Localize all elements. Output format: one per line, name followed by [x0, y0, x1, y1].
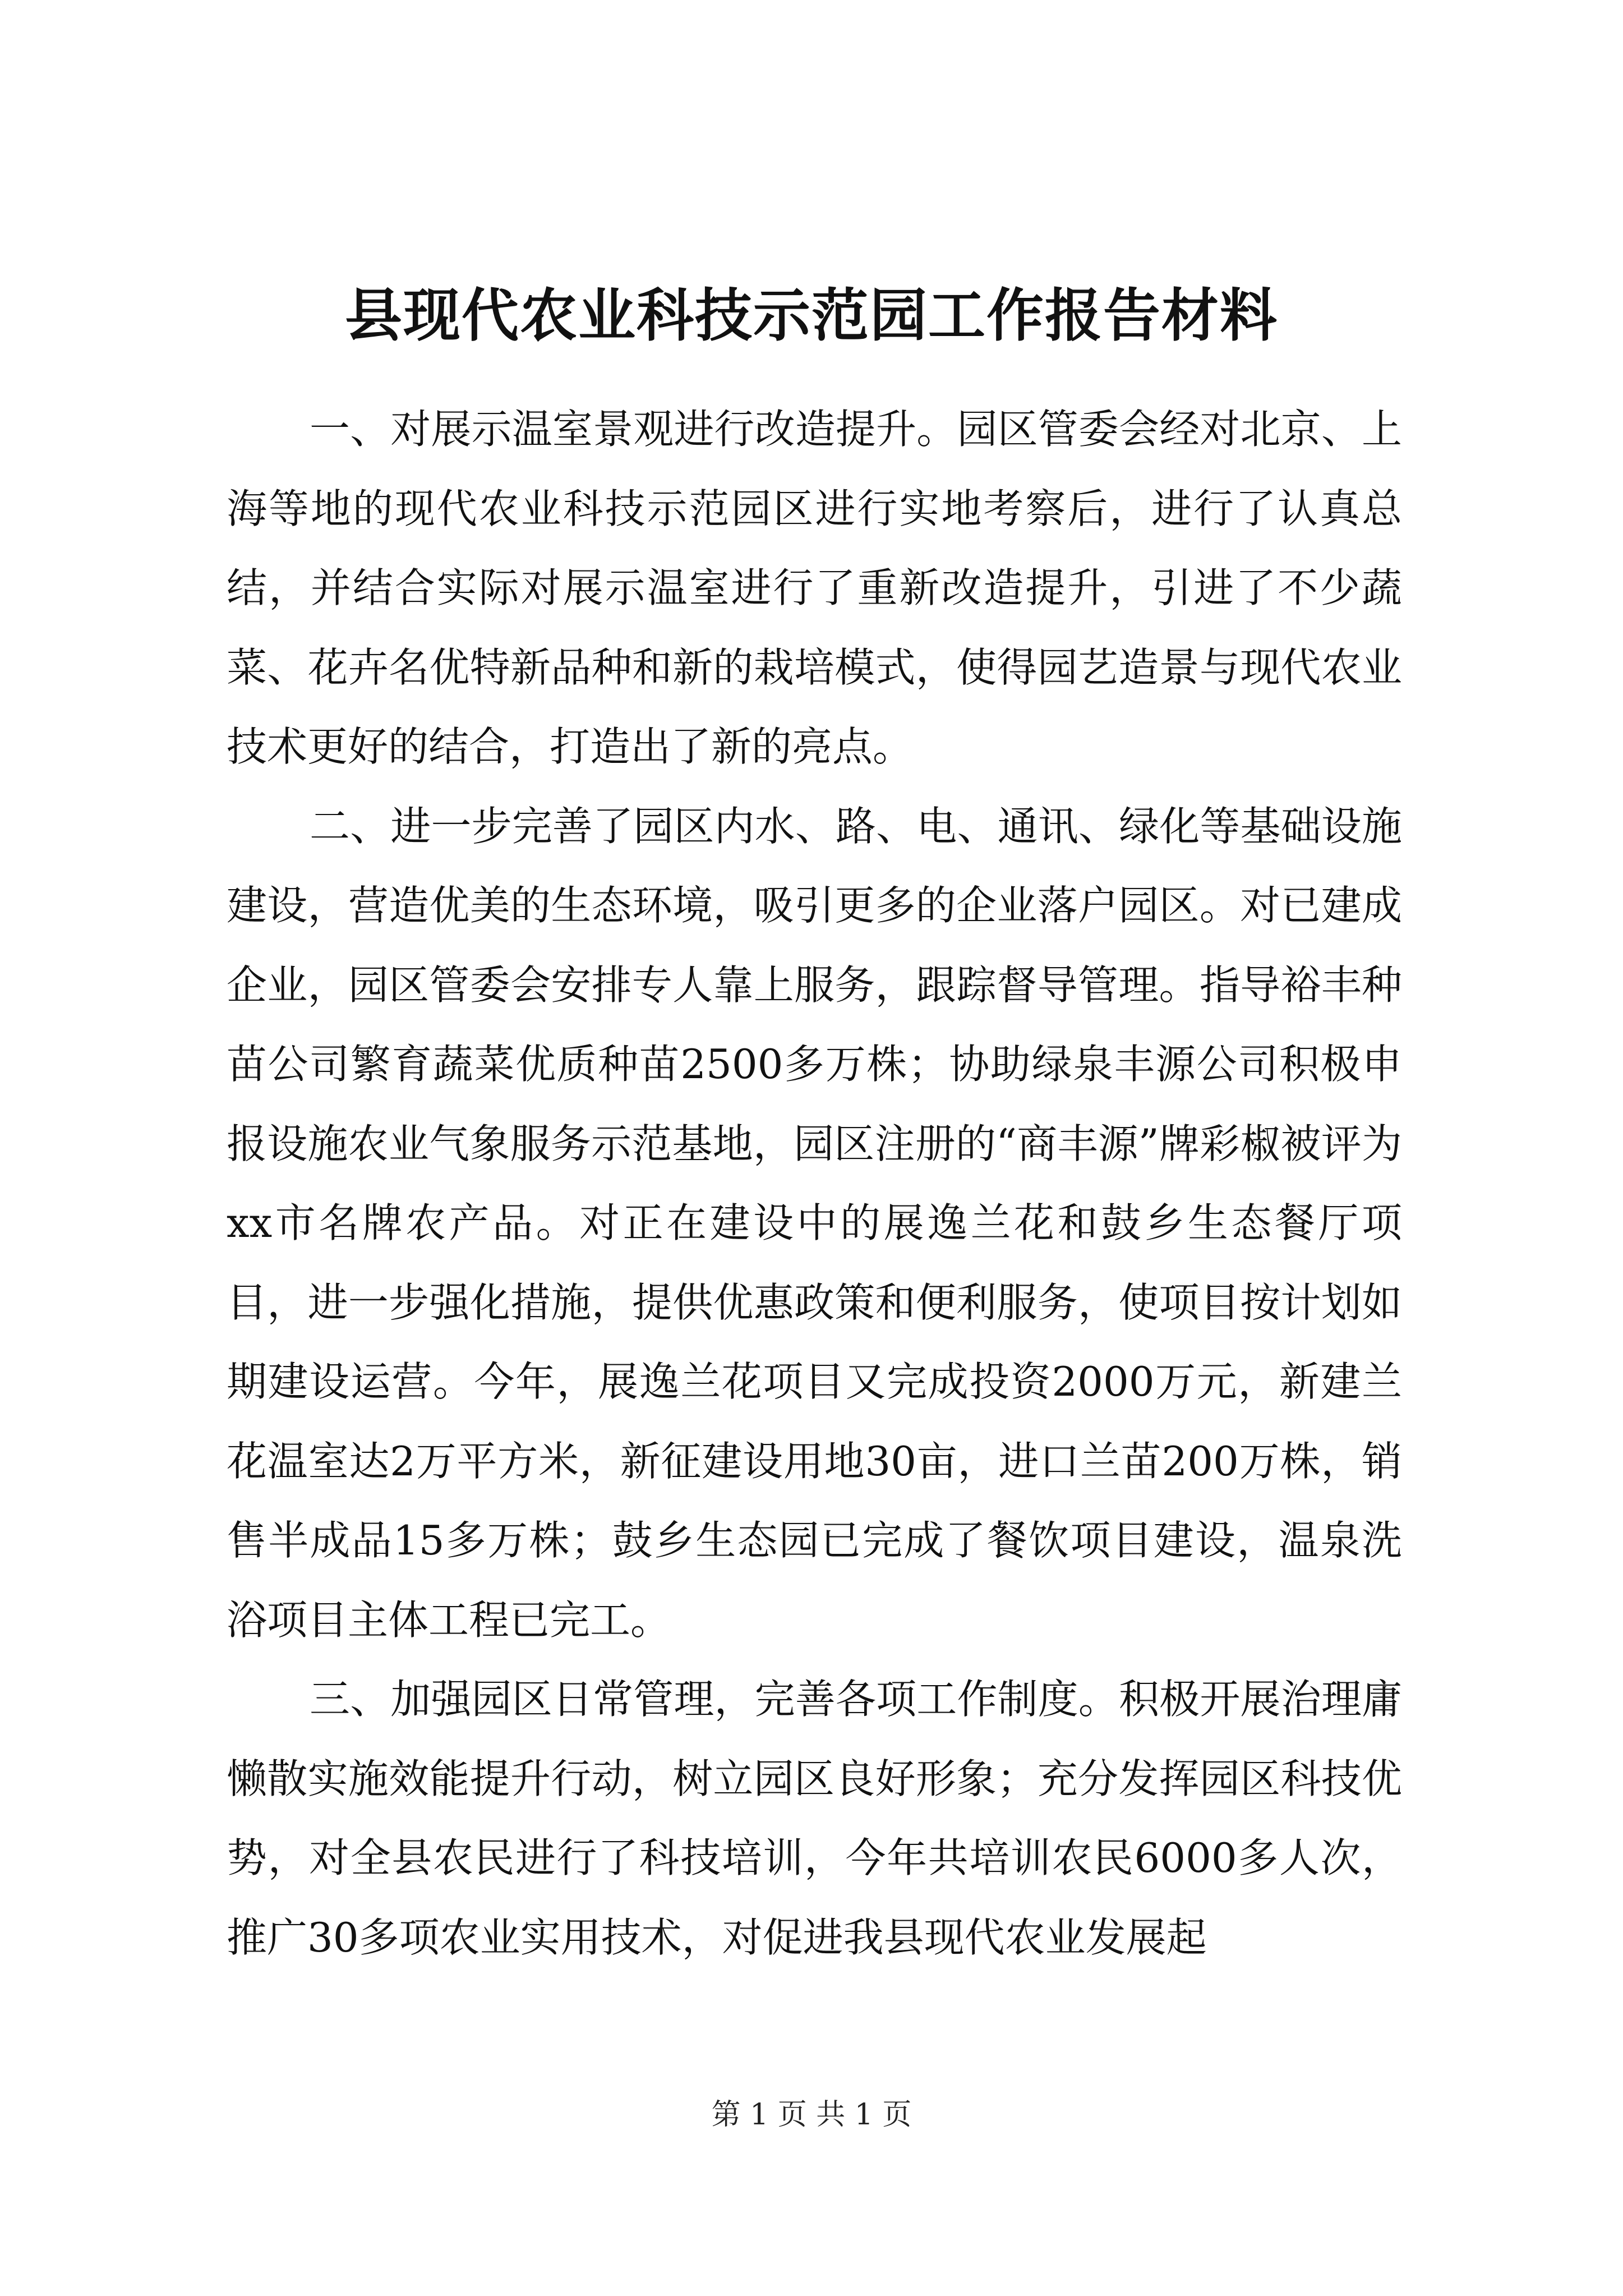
- paragraph-3: 三、加强园区日常管理，完善各项工作制度。积极开展治理庸懒散实施效能提升行动，树立园区良好形象；充分发挥园区科技优势，对全县农民进行了科技培训，今年共培训农民6000多人次，推广30多项农业实用技术，对促进我县现代农业发展起: [227, 1676, 1402, 1961]
- page-number-footer: 第 1 页 共 1 页: [711, 2098, 912, 2132]
- paragraph-2: 二、进一步完善了园区内水、路、电、通讯、绿化等基础设施建设，营造优美的生态环境，吸引更多的企业落户园区。对已建成企业，园区管委会安排专人靠上服务，跟踪督导管理。指导裕丰种苗公司繁育蔬菜优质种苗2500多万株；协助绿泉丰源公司积极申报设施农业气象服务示范基地，园区注册的“商丰源”牌彩椒被评为xx市名牌农产品。对正在建设中的展逸兰花和鼓乡生态餐厅项目，进一步强化措施，提供优惠政策和便利服务，使项目按计划如期建设运营。今年，展逸兰花项目又完成投资2000万元，新建兰花温室达2万平方米，新征建设用地30亩，进口兰苗200万株，销售半成品15多万株；鼓乡生态园已完成了餐饮项目建设，温泉洗浴项目主体工程已完工。: [227, 802, 1402, 1644]
- document-body: [227, 390, 1402, 1977]
- paragraph-1: 一、对展示温室景观进行改造提升。园区管委会经对北京、上海等地的现代农业科技示范园区进行实地考察后，进行了认真总结，并结合实际对展示温室进行了重新改造提升，引进了不少蔬菜、花卉名优特新品种和新的栽培模式，使得园艺造景与现代农业技术更好的结合，打造出了新的亮点。: [227, 406, 1402, 770]
- document-title: 县现代农业科技示范园工作报告材料: [345, 282, 1278, 349]
